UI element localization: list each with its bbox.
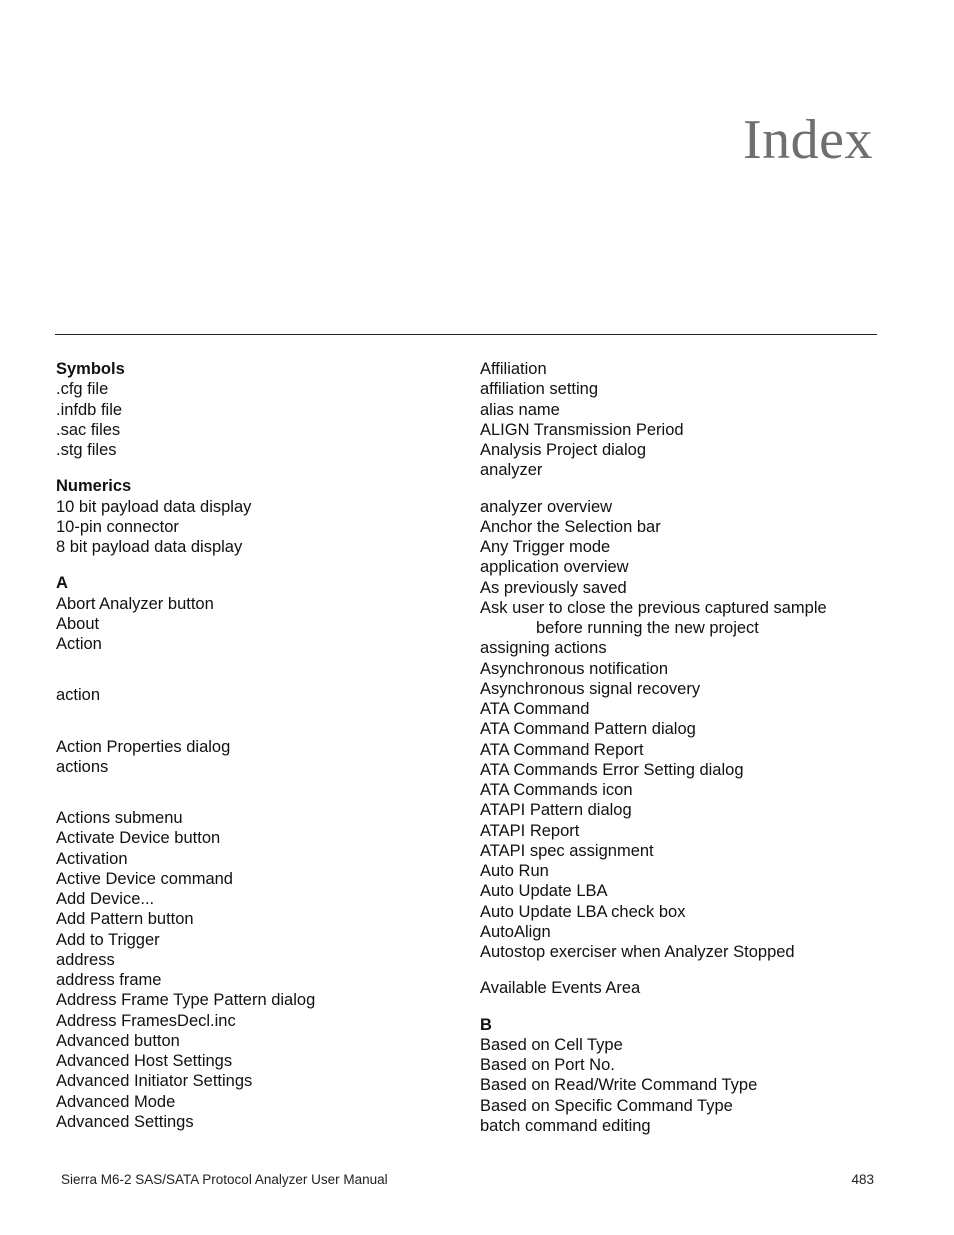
index-entry: actions <box>56 757 109 776</box>
index-entry: Autostop exerciser when Analyzer Stopped <box>480 943 795 961</box>
index-entry: Advanced Host Settings <box>56 1052 233 1070</box>
index-entry: Asynchronous signal recovery <box>480 679 701 698</box>
index-entry: Anchor the Selection bar <box>480 517 661 536</box>
section-heading-b: B <box>480 1015 492 1034</box>
b-list <box>480 1035 900 1136</box>
index-entry: Action <box>56 635 102 653</box>
index-entry: affiliation setting <box>480 380 599 399</box>
index-entry: ATA Commands Error Setting dialog <box>480 760 744 779</box>
index-left-column <box>56 359 456 1132</box>
index-entry: Auto Run <box>480 862 549 880</box>
index-entry: Based on Port No. <box>480 1056 615 1074</box>
index-entry: Address FramesDecl.inc <box>56 1011 236 1030</box>
index-entry: Action Properties dialog <box>56 737 231 756</box>
index-entry: address frame <box>56 971 162 989</box>
index-entry: action <box>56 686 101 705</box>
a-list-group-1 <box>56 594 456 655</box>
index-entry: Advanced Mode <box>56 1092 176 1111</box>
right-list-group-1 <box>480 359 900 481</box>
index-entry: Based on Specific Command Type <box>480 1096 733 1115</box>
index-entry: Actions submenu <box>56 809 183 827</box>
index-entry: Auto Update LBA <box>480 882 608 901</box>
footer-page-number: 483 <box>851 1172 874 1187</box>
index-entry: Active Device command <box>56 869 233 888</box>
numerics-list <box>56 497 456 558</box>
index-entry: alias name <box>480 400 560 419</box>
index-entry: analyzer overview <box>480 497 613 516</box>
index-entry: ATA Command <box>480 700 590 718</box>
index-entry-continuation: before running the new project <box>536 619 759 637</box>
index-entry: Advanced Initiator Settings <box>56 1072 253 1091</box>
index-entry: batch command editing <box>480 1116 651 1135</box>
right-list-group-2a <box>480 497 900 619</box>
a-list-group-2 <box>56 685 456 705</box>
section-heading-numerics: Numerics <box>56 477 132 496</box>
index-entry: Affiliation <box>480 360 547 378</box>
index-entry: ATAPI Pattern dialog <box>480 801 632 820</box>
index-entry: assigning actions <box>480 639 607 658</box>
index-entry: 10-pin connector <box>56 517 179 536</box>
index-entry: application overview <box>480 558 629 577</box>
index-entry: ATA Commands icon <box>480 781 633 799</box>
index-entry: Analysis Project dialog <box>480 441 646 459</box>
index-entry: Activation <box>56 849 128 868</box>
footer-manual-title: Sierra M6-2 SAS/SATA Protocol Analyzer User Manual <box>61 1172 388 1187</box>
index-entry: Auto Update LBA check box <box>480 902 686 921</box>
a-list-group-3 <box>56 737 456 778</box>
index-entry: About <box>56 614 100 633</box>
a-list-group-4 <box>56 808 456 1132</box>
index-entry: .cfg file <box>56 380 109 399</box>
index-entry: analyzer <box>480 461 543 480</box>
index-entry: Based on Cell Type <box>480 1035 623 1054</box>
index-entry: Add to Trigger <box>56 930 160 949</box>
right-list-group-2b <box>480 638 900 962</box>
header-rule <box>55 334 877 335</box>
page-title: Index <box>742 109 873 171</box>
index-entry: Add Pattern button <box>56 910 194 929</box>
index-entry: ATAPI Report <box>480 821 580 840</box>
index-entry: 8 bit payload data display <box>56 538 243 556</box>
index-entry: 10 bit payload data display <box>56 497 252 516</box>
index-entry: Available Events Area <box>480 979 641 998</box>
index-entry: Advanced button <box>56 1031 180 1050</box>
index-entry: .infdb file <box>56 400 123 419</box>
index-entry: ATA Command Report <box>480 740 644 759</box>
index-entry: Advanced Settings <box>56 1112 194 1131</box>
index-entry: Based on Read/Write Command Type <box>480 1076 758 1095</box>
index-entry: ATAPI spec assignment <box>480 841 654 860</box>
index-right-column <box>480 359 900 1136</box>
index-entry: Abort Analyzer button <box>56 594 214 613</box>
index-entry: ALIGN Transmission Period <box>480 420 684 439</box>
index-entry: As previously saved <box>480 578 627 597</box>
index-entry: .sac files <box>56 420 121 439</box>
index-entry: Any Trigger mode <box>480 538 611 556</box>
section-heading-symbols: Symbols <box>56 360 125 378</box>
index-entry: Add Device... <box>56 890 155 908</box>
symbols-list <box>56 379 456 460</box>
index-entry: Ask user to close the previous captured sample <box>480 598 827 617</box>
index-entry: Asynchronous notification <box>480 659 669 678</box>
section-heading-a: A <box>56 574 68 593</box>
index-entry: Address Frame Type Pattern dialog <box>56 991 316 1010</box>
index-entry: ATA Command Pattern dialog <box>480 720 696 739</box>
index-entry: Activate Device button <box>56 829 221 848</box>
index-entry: AutoAlign <box>480 922 551 941</box>
index-entry: .stg files <box>56 441 117 459</box>
index-entry: address <box>56 950 115 969</box>
right-list-group-3 <box>480 978 900 998</box>
